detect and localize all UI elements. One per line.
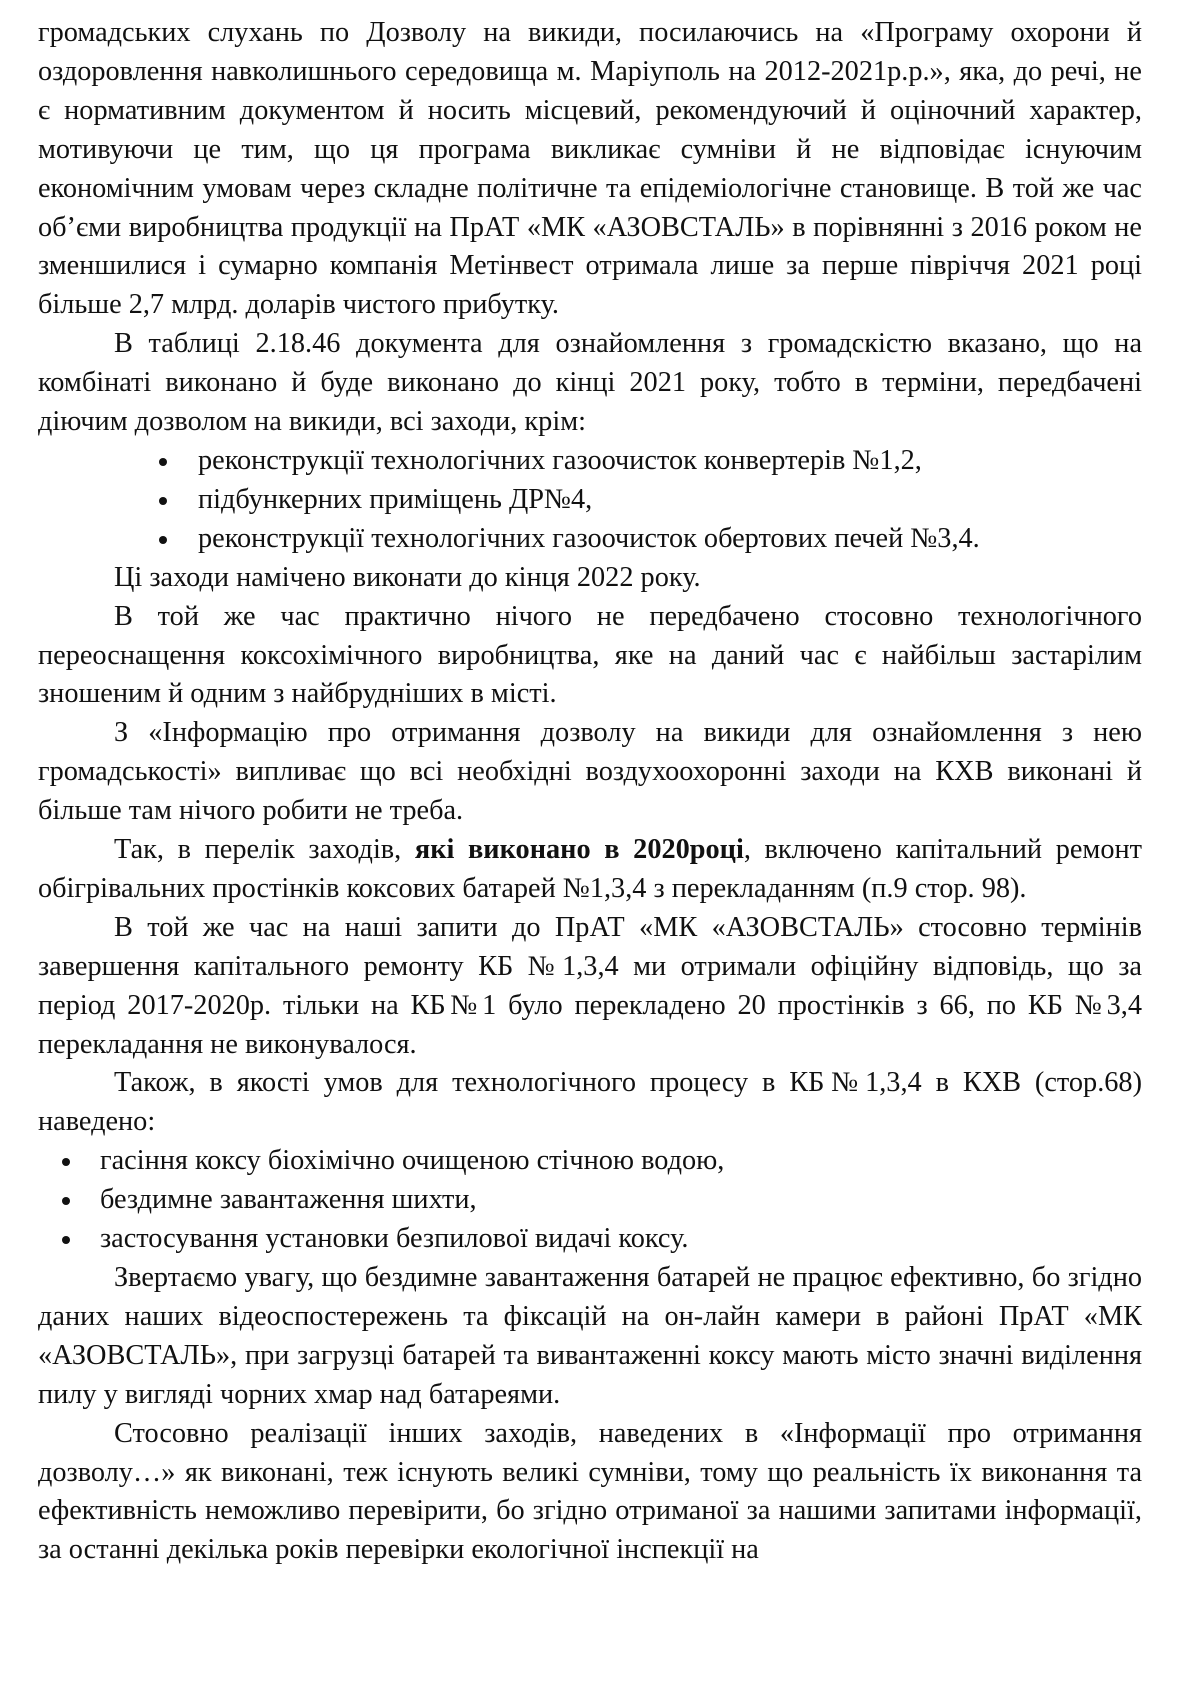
list-item: застосування установки безпилової видачі коксу. [38,1220,1142,1259]
paragraph-6-start: Так, в перелік заходів, [114,834,415,866]
paragraph-2: В таблиці 2.18.46 документа для ознайомлення з громадскістю вказано, що на комбінаті виконано й буде виконано до кінці 2021 року, тобто в терміни, передбачені діючим дозволом на викиди, всі заходи, крім: [38,328,1142,438]
paragraph-9: Звертаємо увагу, що бездимне завантаження батарей не працює ефективно, бо згідно даних наших відеоспостережень та фіксацій на он-лайн камери в районі ПрАТ «МК «АЗОВСТАЛЬ», при загрузці батарей та вивантаженні коксу мають місто значні виділення пилу у вигляді чорних хмар над батареями. [38,1262,1142,1410]
paragraph-1: громадських слухань по Дозволу на викиди, посилаючись на «Програму охорони й оздоровлення навколишнього середовища м. Маріуполь на 2012-2021р.р.», яка, до речі, не є нормативним документом й носить місцевий, рекомендуючий й оціночний характер, мотивуючи це тим, що ця програма викликає сумніви й не відповідає існуючим економічним умовам через складне політичне та епідеміологічне становище. В той же час об’єми виробництва продукції на ПрАТ «МК «АЗОВСТАЛЬ» в порівнянні з 2016 роком не зменшилися і сумарно компанія Метінвест отримала лише за перше півріччя 2021 році більше 2,7 млрд. доларів чистого прибутку. [38,17,1142,321]
document-page [38,14,1142,1570]
paragraph-3: Ці заходи намічено виконати до кінця 2022 року. [114,561,701,593]
paragraph-6 [38,831,1142,909]
bold-phrase: які виконано в 2020році [414,834,744,866]
list-item: бездимне завантаження шихти, [38,1181,1142,1220]
paragraph-10: Стосовно реалізації інших заходів, наведених в «Інформації про отримання дозволу…» як виконані, теж існують великі сумніви, тому що реальність їх виконання та ефективність неможливо перевірити, бо згідно отриманої за нашими запитами інформації, за останні декілька років перевірки екологічної інспекції на [38,1417,1142,1566]
list-item: гасіння коксу біохімічно очищеною стічною водою, [38,1142,1142,1181]
list-item: реконструкції технологічних газоочисток обертових печей №3,4. [38,520,1142,559]
list-item: підбункерних приміщень ДР№4, [38,481,1142,520]
paragraph-8: Також, в якості умов для технологічного процесу в КБ№1,3,4 в КХВ (стор.68) наведено: [38,1067,1142,1138]
paragraph-4: В той же час практично нічого не передбачено стосовно технологічного переоснащення коксохімічного виробництва, яке на даний час є найбільш застарілим зношеним й одним з найбрудніших в місті. [38,600,1142,710]
measures-list [38,442,1142,559]
paragraph-7: В той же час на наші запити до ПрАТ «МК «АЗОВСТАЛЬ» стосовно термінів завершення капітального ремонту КБ №1,3,4 ми отримали офіційну відповідь, що за період 2017-2020р. тільки на КБ№1 було перекладено 20 простінків з 66, по КБ №3,4 перекладання не виконувалося. [38,911,1142,1060]
paragraph-5: З «Інформацію про отримання дозволу на викиди для ознайомлення з нею громадськості» випливає що всі необхідні воздухоохоронні заходи на КХВ виконані й більше там нічого робити не треба. [38,717,1142,827]
paragraph-6-end: , включено капітальний ремонт обігрівальних простінків коксових батарей №1,3,4 з перекладанням (п.9 стор. 98). [38,834,1142,904]
list-item: реконструкції технологічних газоочисток конвертерів №1,2, [38,442,1142,481]
conditions-list [38,1142,1142,1259]
